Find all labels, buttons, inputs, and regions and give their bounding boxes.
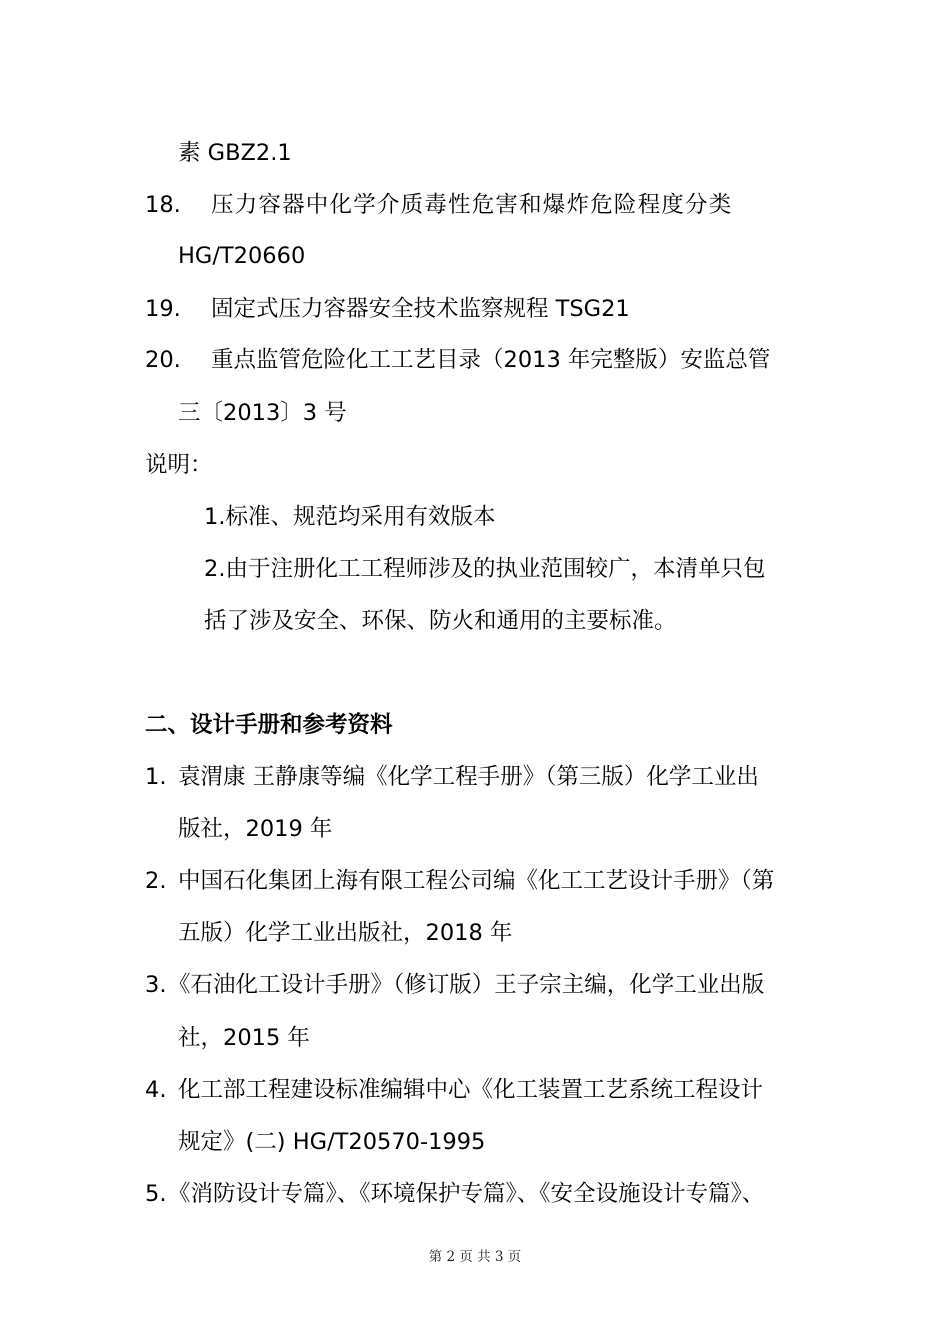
item-number: 1. [145, 764, 167, 790]
item-text: 重点监管危险化工工艺目录（2013 年完整版）安监总管 [211, 347, 771, 373]
page-footer: 第 2 页 共 3 页 [428, 1249, 522, 1265]
item-number: 4. [145, 1077, 167, 1103]
item-text-continuation: 规定》(二) HG/T20570-1995 [178, 1129, 486, 1155]
item-number: 18. [145, 192, 181, 218]
item-text: 压力容器中化学介质毒性危害和爆炸危险程度分类 [211, 192, 733, 218]
item-number: 19. [145, 296, 181, 322]
item-number: 5. [145, 1181, 167, 1207]
note-2-continuation: 括了涉及安全、环保、防火和通用的主要标准。 [204, 608, 677, 634]
item-number: 3. [145, 972, 167, 998]
item-number: 20. [145, 347, 181, 373]
item-number: 2. [145, 868, 167, 894]
item-text-continuation: 三〔2013〕3 号 [178, 400, 347, 426]
item-text: 《消防设计专篇》、《环境保护专篇》、《安全设施设计专篇》、 [168, 1181, 765, 1207]
section-heading: 二、设计手册和参考资料 [145, 712, 393, 738]
note-1: 1.标准、规范均采用有效版本 [204, 504, 496, 530]
item-17-continuation: 素 GBZ2.1 [178, 140, 292, 166]
item-text: 袁渭康 王静康等编《化学工程手册》（第三版）化学工业出 [178, 764, 759, 790]
item-text-continuation: 版社，2019 年 [178, 816, 333, 842]
item-text: 固定式压力容器安全技术监察规程 TSG21 [211, 296, 630, 322]
notes-heading: 说明： [145, 452, 213, 478]
note-2: 2.由于注册化工工程师涉及的执业范围较广，本清单只包 [204, 556, 766, 582]
item-text-continuation: 社，2015 年 [178, 1025, 310, 1051]
item-text-continuation: HG/T20660 [178, 243, 306, 269]
item-text: 化工部工程建设标准编辑中心《化工装置工艺系统工程设计 [178, 1077, 764, 1103]
item-text: 中国石化集团上海有限工程公司编《化工工艺设计手册》（第 [178, 868, 775, 894]
item-text: 《石油化工设计手册》（修订版）王子宗主编，化学工业出版 [168, 972, 765, 998]
item-text-continuation: 五版）化学工业出版社，2018 年 [178, 920, 513, 946]
